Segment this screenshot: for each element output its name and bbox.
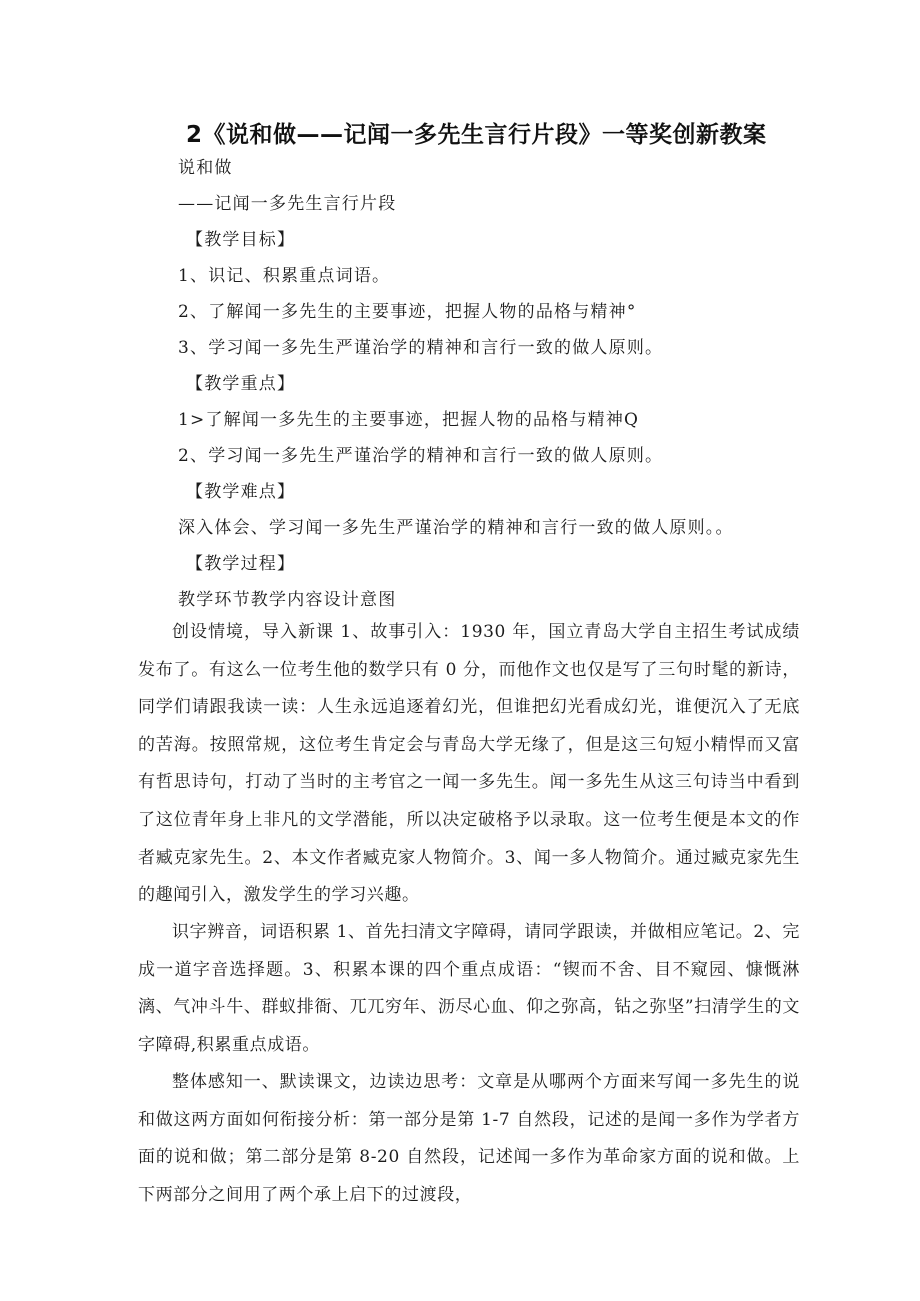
section-heading-objectives: 【教学目标】 — [186, 230, 296, 250]
paragraph-vocabulary: 识字辨音，词语积累 1、首先扫清文字障碍，请同学跟读，并做相应笔记。2、完成一道字音选择题。3、积累本课的四个重点成语：“锲而不舍、目不窥园、慷慨淋漓、气冲斗牛、群蚁排衙、兀兀穷年、沥尽心血、仰之弥高，钻之弥坚”扫清学生的文字障碍,积累重点成语。 — [138, 922, 800, 1055]
subtitle-sub-line: ——记闻一多先生言行片段 — [178, 194, 397, 214]
section-heading-difficulties: 【教学难点】 — [186, 482, 296, 502]
section-heading-key-points: 【教学重点】 — [186, 374, 296, 394]
section-heading-process: 【教学过程】 — [186, 554, 296, 574]
subtitle-line: 说和做 — [178, 158, 233, 178]
objective-item-3: 3、学习闻一多先生严谨治学的精神和言行一致的做人原则。 — [178, 338, 664, 358]
key-point-item-1: 1>了解闻一多先生的主要事迹，把握人物的品格与精神Q — [178, 410, 640, 430]
objective-item-1: 1、识记、积累重点词语。 — [178, 266, 391, 286]
key-point-item-2: 2、学习闻一多先生严谨治学的精神和言行一致的做人原则。 — [178, 446, 664, 466]
document-title: 2《说和做——记闻一多先生言行片段》一等奖创新教案 — [186, 122, 767, 148]
objective-item-2: 2、了解闻一多先生的主要事迹，把握人物的品格与精神° — [178, 302, 637, 322]
process-table-header: 教学环节教学内容设计意图 — [178, 590, 397, 610]
paragraph-overview: 整体感知一、默读课文，边读边思考：文章是从哪两个方面来写闻一多先生的说和做这两方面如何衔接分析：第一部分是第 1-7 自然段，记述的是闻一多作为学者方面的说和做；第二部分是第 8-20 自然段，记述闻一多作为革命家方面的说和做。上下两部分之间用了两个承上启下的过渡段， — [138, 1072, 800, 1205]
difficulty-text: 深入体会、学习闻一多先生严谨治学的精神和言行一致的做人原则。。 — [178, 518, 734, 538]
paragraph-introduction: 创设情境，导入新课 1、故事引入：1930 年，国立青岛大学自主招生考试成绩发布了。有这么一位考生他的数学只有 0 分，而他作文也仅是写了三句时髦的新诗，同学们请跟我读一读：人生永远追逐着幻光，但谁把幻光看成幻光，谁便沉入了无底的苦海。按照常规，这位考生肯定会与青岛大学无缘了，但是这三句短小精悍而又富有哲思诗句，打动了当时的主考官之一闻一多先生。闻一多先生从这三句诗当中看到了这位青年身上非凡的文学潜能，所以决定破格予以录取。这一位考生便是本文的作者臧克家先生。2、本文作者臧克家人物简介。3、闻一多人物简介。通过臧克家先生的趣闻引入，激发学生的学习兴趣。 — [138, 622, 800, 906]
